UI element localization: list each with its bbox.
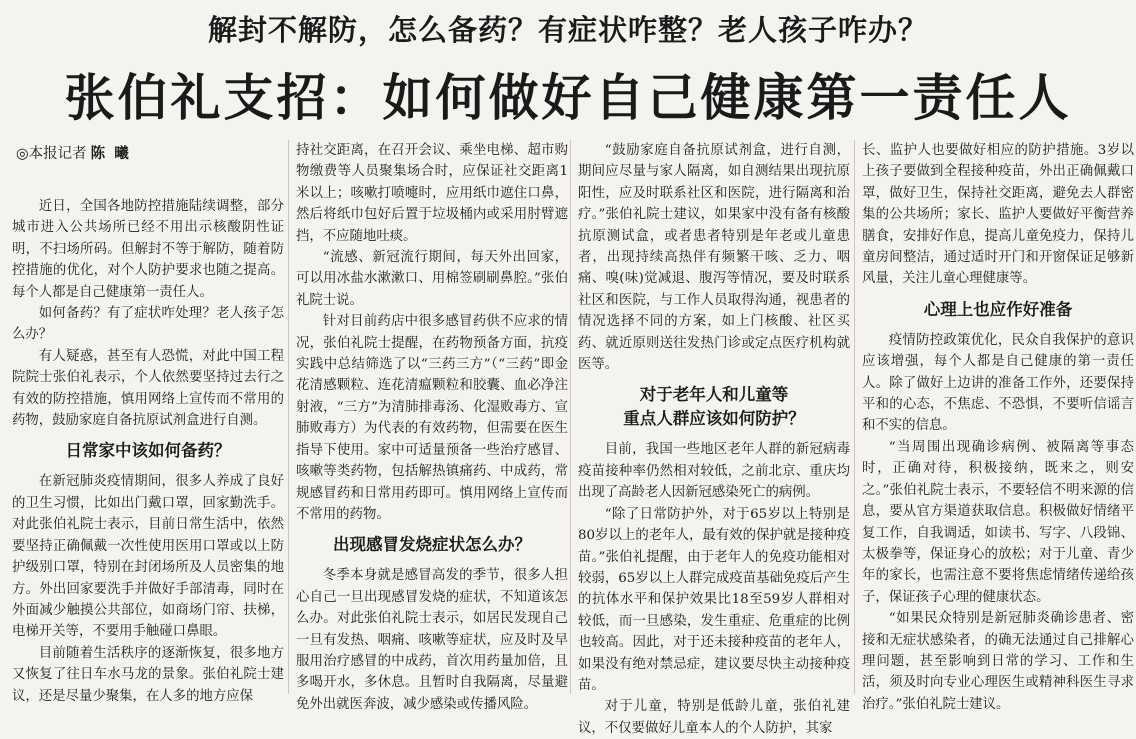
article-paragraph: “鼓励家庭自备抗原试剂盒，进行自测，期间应尽量与家人隔离，如自测结果出现抗原阳性，应及时联系社区和医院，进行隔离和治疗。”张伯礼院士建议，如果家中没有备有核酸抗原测试盒，或者患者特别是年老或儿童患者，出现持续高热伴有频繁干咳、乏力、咽痛、嗅(味)觉减退、腹泻等情况，要及时联系社区和医院，与工作人员取得沟通，视患者的情况选择不同的方案，如上门核酸、社区买药、就近原则送往发热门诊或定点医疗机构就医等。 xyxy=(578,143,850,373)
article-paragraph: 如何备药？有了症状咋处理？老人孩子怎么办？ xyxy=(12,306,284,343)
article-paragraph: 有人疑惑，甚至有人恐慌，对此中国工程院院士张伯礼表示，个人依然要坚持过去行之有效的防控措施，慎用网络上宣传而不常用的药物，鼓励家庭自备抗原试剂盒进行自测。 xyxy=(12,348,284,429)
section-heading-line: 重点人群应该如何防护？ xyxy=(623,409,805,429)
column-rule xyxy=(570,140,571,694)
article-headline: 张伯礼支招：如何做好自己健康第一责任人 xyxy=(64,69,1072,127)
article-paragraph: “当周围出现确诊病例、被隔离等事态时，正确对待，积极接纳，既来之，则安之。”张伯礼院士表示，不要轻信不明来源的信息，要从官方渠道获取信息。积极做好情绪平复工作，自我调适，如读书、写字、八段锦、太极拳等，保证身心的放松；对于儿童、青少年的家长，也需注意不要将焦虑情绪传递给孩子，保证孩子心理的健康状态。 xyxy=(862,439,1134,605)
article-paragraph: 目前随着生活秩序的逐渐恢复，很多地方又恢复了往日车水马龙的景象。张伯礼院士建议，还是尽量少聚集，在人多的地方应保 xyxy=(12,645,284,704)
article-paragraph: 冬季本身就是感冒高发的季节，很多人担心自己一旦出现感冒发烧的症状，不知道该怎么办。对此张伯礼院士表示，如居民发现自己一旦有发热、咽痛、咳嗽等症状，应及时及早服用治疗感冒的中成药，首次用药量加倍，且多喝开水，多休息。且暂时自我隔离，尽量避免外出就医奔波，减少感染或传播风险。 xyxy=(296,568,568,712)
article-column-3 xyxy=(578,140,850,736)
section-heading xyxy=(12,439,284,463)
article-column-4 xyxy=(862,140,1134,712)
section-heading-line: 对于老年人和儿童等 xyxy=(639,385,789,405)
article-paragraph: “如果民众特别是新冠肺炎确诊患者、密接和无症状感染者，的确无法通过自己排解心理问题，甚至影响到日常的学习、工作和生活，须及时向专业心理医生或精神科医生寻求治疗。”张伯礼院士建议。 xyxy=(862,611,1134,712)
byline xyxy=(16,142,276,166)
column-rule xyxy=(288,140,289,694)
article-paragraph: 疫情防控政策优化，民众自我保护的意识应该增强，每个人都是自己健康的第一责任人。除了做好上边讲的准备工作外，还要保持平和的心态，不焦虑、不恐惧，不要听信谣言和不实的信息。 xyxy=(862,332,1134,434)
column-rule xyxy=(854,140,855,694)
article-column-1 xyxy=(12,196,284,704)
article-paragraph: 针对目前药店中很多感冒药供不应求的情况，张伯礼院士提醒，在药物预备方面，抗疫实践中总结筛选了以“三药三方”（“三药”即金花清感颗粒、连花清瘟颗粒和胶囊、血必净注射液，“三方”为清肺排毒汤、化湿败毒方、宣肺败毒方）为代表的有效药物，但需要在医生指导下使用。家中可适量预备一些治疗感冒、咳嗽等类药物，包括解热镇痛药、中成药，常规感冒药和日常用药即可。慎用网络上宣传而不常用的药物。 xyxy=(296,314,568,522)
article-paragraph: 目前，我国一些地区老年人群的新冠病毒疫苗接种率仍然相对较低，之前北京、重庆均出现了高龄老人因新冠感染死亡的病例。 xyxy=(578,442,850,501)
byline-author: 陈 曦 xyxy=(90,146,131,162)
article-paragraph: 近日，全国各地防控措施陆续调整，部分城市进入公共场所已经不用出示核酸阴性证明，不扫场所码。但解封不等于解防，随着防控措施的优化，对个人防护要求也随之提高。每个人都是自己健康第一责任人。 xyxy=(12,199,284,300)
article-paragraph: 持社交距离，在召开会议、乘坐电梯、超市购物缴费等人员聚集场合时，应保证社交距离1米以上；咳嗽打喷嚏时，应用纸巾遮住口鼻，然后将纸巾包好后置于垃圾桶内或采用肘臂遮挡，不应随地吐痰。 xyxy=(296,143,568,244)
section-heading xyxy=(862,298,1134,322)
article-paragraph: 对于儿童，特别是低龄儿童，张伯礼建议，不仅要做好儿童本人的个人防护，其家 xyxy=(578,699,850,736)
article-paragraph: 长、监护人也要做好相应的防护措施。3岁以上孩子要做到全程接种疫苗，外出正确佩戴口罩，做好卫生，保持社交距离，避免去人群密集的公共场所；家长、监护人要做好平衡营养膳食，安排好作息，提高儿童免疫力，保持儿童房间整洁，通过适时开门和开窗保证足够新风量，关注儿童心理健康等。 xyxy=(862,143,1134,287)
section-heading xyxy=(578,383,850,431)
section-heading-line: 出现感冒发烧症状怎么办？ xyxy=(333,535,531,555)
article-column-2 xyxy=(296,140,568,712)
section-heading-line: 心理上也应作好准备 xyxy=(923,299,1073,319)
article-paragraph: 在新冠肺炎疫情期间，很多人养成了良好的卫生习惯，比如出门戴口罩，回家勤洗手。对此张伯礼院士表示，目前日常生活中，依然要坚持正确佩戴一次性使用医用口罩或以上防护级别口罩，特别在封闭场所及人员密集的地方。外出回家要洗手并做好手部清毒，同时在外面减少触摸公共部位，如商场门帘、扶梯，电梯开关等，不要用手触碰口鼻眼。 xyxy=(12,474,284,640)
article-paragraph: “除了日常防护外，对于65岁以上特别是80岁以上的老年人，最有效的保护就是接种疫苗。”张伯礼提醒，由于老年人的免疫功能相对较弱，65岁以上人群完成疫苗基础免疫后产生的抗体水平和保护效果比18至59岁人群相对较低，而一旦感染，发生重症、危重症的比例也较高。因此，对于还未接种疫苗的老年人，如果没有绝对禁忌症，建议要尽快主动接种疫苗。 xyxy=(578,506,850,693)
article-kicker: 解封不解防，怎么备药？有症状咋整？老人孩子咋办？ xyxy=(207,13,928,47)
article-paragraph: “流感、新冠流行期间，每天外出回家，可以用冰盐水漱漱口、用棉签刷刷鼻腔。”张伯礼院士说。 xyxy=(296,250,568,308)
section-heading-line: 日常家中该如何备药？ xyxy=(65,441,231,461)
byline-prefix: ◎本报记者 xyxy=(16,146,87,162)
section-heading xyxy=(296,533,568,557)
